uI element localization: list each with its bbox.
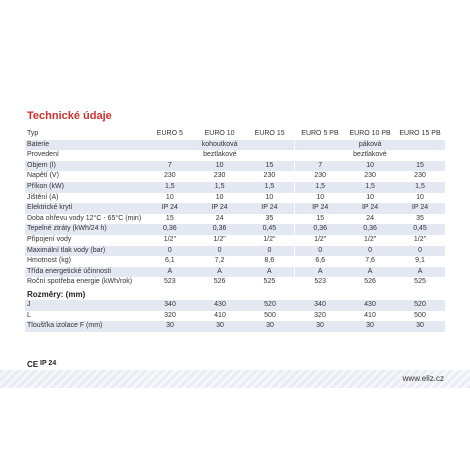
website-url: www.eliz.cz bbox=[402, 374, 444, 383]
col-header-euro10pb: EURO 10 PB bbox=[349, 130, 391, 137]
cell-value: 10 bbox=[215, 193, 224, 201]
cell-value: 1,5 bbox=[195, 182, 245, 193]
row-label: Tepelné ztráty (kWh/24 h) bbox=[25, 224, 145, 235]
table-row bbox=[25, 214, 445, 225]
table-row bbox=[25, 277, 445, 288]
cell-value: 523 bbox=[314, 278, 327, 286]
cell-value: 1,5 bbox=[395, 182, 445, 193]
table-row bbox=[25, 203, 445, 214]
cell-value: IP 24 bbox=[145, 203, 195, 214]
cell-value: 1/2" bbox=[413, 235, 427, 243]
footer-band bbox=[0, 370, 470, 388]
cell-value: 7,2 bbox=[214, 257, 225, 265]
cell-value: 500 bbox=[264, 311, 276, 319]
row-label: Připojení vody bbox=[27, 235, 72, 243]
cell-value: 320 bbox=[314, 311, 326, 319]
header-row bbox=[25, 129, 445, 140]
cell-value: IP 24 bbox=[295, 203, 345, 214]
cell-value: 24 bbox=[215, 214, 224, 222]
cell-value: 30 bbox=[395, 321, 445, 332]
cell-value: 230 bbox=[163, 172, 176, 180]
row-label: J bbox=[25, 300, 145, 311]
cell-value: 15 bbox=[395, 161, 445, 172]
cell-value: A bbox=[245, 267, 295, 278]
row-label: Objem (l) bbox=[25, 161, 145, 172]
provedeni-right: beztlakové bbox=[353, 151, 387, 159]
row-label: Příkon (kW) bbox=[25, 182, 145, 193]
cell-value: 230 bbox=[314, 172, 327, 180]
cell-value: 0 bbox=[295, 246, 345, 257]
cell-value: 10 bbox=[165, 193, 174, 201]
cell-value: 0,36 bbox=[345, 224, 395, 235]
cell-value: 10 bbox=[345, 161, 395, 172]
cell-value: A bbox=[295, 267, 345, 278]
cell-value: 30 bbox=[345, 321, 395, 332]
row-label: Elektrické krytí bbox=[25, 203, 145, 214]
cell-value: 7,6 bbox=[365, 257, 375, 265]
cell-value: 340 bbox=[145, 300, 195, 311]
cell-value: 230 bbox=[245, 171, 295, 182]
cell-value: 10 bbox=[195, 161, 245, 172]
batterie-left: kohoutková bbox=[145, 140, 295, 151]
row-label: Třída energetické účinnosti bbox=[25, 267, 145, 278]
cell-value: 0,36 bbox=[295, 224, 345, 235]
table-row bbox=[25, 235, 445, 246]
cell-value: 10 bbox=[366, 193, 374, 201]
cell-value: 526 bbox=[364, 278, 376, 286]
cell-value: 10 bbox=[316, 193, 325, 201]
cell-value: 7 bbox=[295, 161, 345, 172]
row-provedeni bbox=[25, 150, 445, 161]
table-row bbox=[25, 256, 445, 267]
row-label: Napětí (V) bbox=[27, 172, 59, 180]
cell-value: A bbox=[145, 267, 195, 278]
cell-value: 430 bbox=[195, 300, 245, 311]
cell-value: 230 bbox=[364, 172, 376, 180]
cell-value: 0 bbox=[395, 246, 445, 257]
table-row bbox=[25, 182, 445, 193]
cell-value: 526 bbox=[213, 278, 226, 286]
ce-mark: CE bbox=[27, 360, 39, 369]
cell-value: 9,1 bbox=[415, 257, 425, 265]
section-title: Technické údaje bbox=[27, 110, 112, 122]
col-header-euro5pb: EURO 5 PB bbox=[301, 130, 339, 137]
cell-value: 6,1 bbox=[164, 257, 175, 265]
cell-value: 0 bbox=[195, 246, 245, 257]
cell-value: 15 bbox=[165, 214, 174, 222]
cell-value: IP 24 bbox=[395, 203, 445, 214]
provedeni-left: beztlakové bbox=[203, 151, 237, 159]
cell-value: 525 bbox=[414, 278, 426, 286]
row-baterie bbox=[25, 140, 445, 151]
cell-value: IP 24 bbox=[345, 203, 395, 214]
col-header-typ: Typ bbox=[27, 130, 39, 137]
cell-value: 8,6 bbox=[245, 256, 295, 267]
batterie-right: páková bbox=[295, 140, 445, 151]
col-header-euro15pb: EURO 15 PB bbox=[399, 130, 441, 137]
row-label: Hmotnost (kg) bbox=[27, 257, 71, 265]
col-header-euro5: EURO 5 bbox=[156, 130, 183, 137]
table-row bbox=[25, 161, 445, 172]
cell-value: 1,5 bbox=[295, 182, 345, 193]
cell-value: IP 24 bbox=[195, 203, 245, 214]
cell-value: 500 bbox=[414, 311, 426, 319]
cell-value: 24 bbox=[366, 214, 374, 222]
cell-value: 0 bbox=[145, 246, 195, 257]
cell-value: 30 bbox=[195, 321, 245, 332]
cell-value: 30 bbox=[245, 321, 295, 332]
cell-value: 1/2" bbox=[213, 235, 226, 243]
cell-value: 230 bbox=[414, 172, 426, 180]
cell-value: 1,5 bbox=[345, 182, 395, 193]
cell-value: 30 bbox=[295, 321, 345, 332]
row-label: Maximální tlak vody (bar) bbox=[25, 246, 145, 257]
row-label: L bbox=[27, 311, 31, 319]
spec-table bbox=[25, 129, 445, 288]
cell-value: 10 bbox=[245, 193, 295, 204]
table-row bbox=[25, 224, 445, 235]
cell-value: 320 bbox=[164, 311, 176, 319]
cell-value: 340 bbox=[295, 300, 345, 311]
cell-value: 430 bbox=[345, 300, 395, 311]
cell-value: A bbox=[395, 267, 445, 278]
table-row bbox=[25, 321, 445, 332]
cell-value: 1,5 bbox=[245, 182, 295, 193]
cell-value: 7 bbox=[145, 161, 195, 172]
cell-value: 6,6 bbox=[315, 257, 326, 265]
cell-value: A bbox=[345, 267, 395, 278]
dimensions-title: Rozměry: (mm) bbox=[27, 290, 86, 299]
col-header-euro15: EURO 15 bbox=[254, 130, 285, 137]
cell-value: 525 bbox=[245, 277, 295, 288]
cell-value: 15 bbox=[245, 161, 295, 172]
table-row bbox=[25, 246, 445, 257]
cell-value: IP 24 bbox=[245, 203, 295, 214]
cell-value: 0 bbox=[345, 246, 395, 257]
table-row bbox=[25, 311, 445, 322]
dimensions-table bbox=[25, 300, 445, 332]
cell-value: 520 bbox=[395, 300, 445, 311]
cell-value: A bbox=[195, 267, 245, 278]
row-label: Roční spotřeba energie (kWh/rok) bbox=[27, 278, 133, 286]
cell-value: 230 bbox=[213, 172, 226, 180]
table-row bbox=[25, 171, 445, 182]
table-row bbox=[25, 193, 445, 204]
cell-value: 35 bbox=[245, 214, 295, 225]
cell-value: 30 bbox=[145, 321, 195, 332]
cell-value: 35 bbox=[416, 214, 424, 222]
cell-value: 1/2" bbox=[245, 235, 295, 246]
cell-value: 15 bbox=[316, 214, 325, 222]
row-label: Baterie bbox=[25, 140, 145, 151]
row-label: Provedení bbox=[27, 151, 59, 159]
row-label: Tloušťka izolace F (mm) bbox=[25, 321, 145, 332]
cell-value: 523 bbox=[163, 278, 176, 286]
table-row bbox=[25, 267, 445, 278]
cell-value: 0,36 bbox=[195, 224, 245, 235]
cell-value: 410 bbox=[364, 311, 376, 319]
row-label: Doba ohřevu vody 12°C - 65°C (min) bbox=[27, 214, 142, 222]
cell-value: 1,5 bbox=[145, 182, 195, 193]
cell-value: 1/2" bbox=[363, 235, 377, 243]
cell-value: 0,36 bbox=[145, 224, 195, 235]
cell-value: 520 bbox=[245, 300, 295, 311]
ip-rating: IP 24 bbox=[40, 360, 57, 367]
col-header-euro10: EURO 10 bbox=[204, 130, 235, 137]
cell-value: 0,45 bbox=[245, 224, 295, 235]
cell-value: 0,45 bbox=[395, 224, 445, 235]
cell-value: 0 bbox=[245, 246, 295, 257]
cell-value: 1/2" bbox=[163, 235, 176, 243]
cell-value: 10 bbox=[416, 193, 424, 201]
cell-value: 410 bbox=[214, 311, 226, 319]
cell-value: 1/2" bbox=[314, 235, 327, 243]
row-label: Jištění (A) bbox=[27, 193, 59, 201]
table-row bbox=[25, 300, 445, 311]
